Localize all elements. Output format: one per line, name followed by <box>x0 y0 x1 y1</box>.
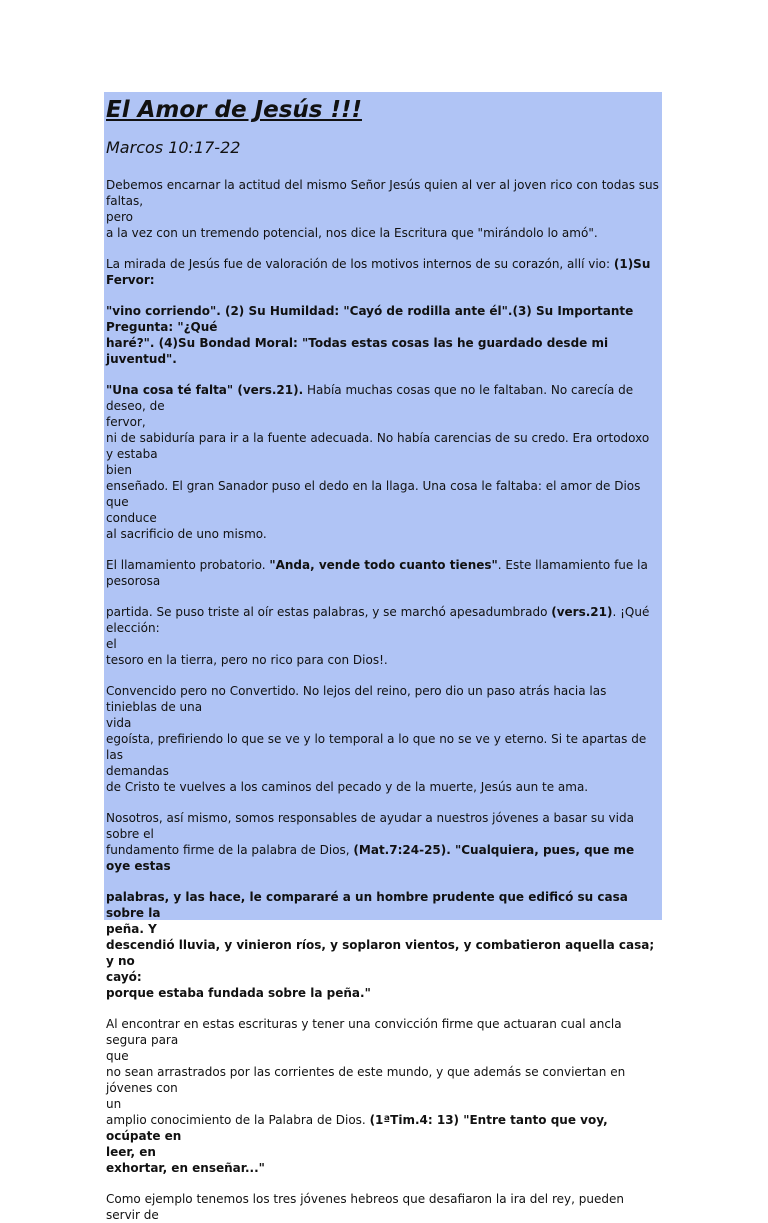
p3-bold-quote: "Una cosa té falta" (vers.21). <box>106 383 304 397</box>
p5-line-3: egoísta, prefiriendo lo que se ve y lo temporal a lo que no se ve y eterno. Si te apartas de las <box>106 732 647 762</box>
p2-bold-line-4: haré?". (4)Su Bondad Moral: "Todas estas cosas las he guardado desde mi juventud". <box>106 336 609 366</box>
p2-bold-fervor: (1)Su Fervor: <box>106 257 651 287</box>
p7-text: amplio conocimiento de la Palabra de Dios. <box>106 1113 370 1127</box>
p6-text: fundamento firme de la palabra de Dios, <box>106 843 354 857</box>
p7-line-3: no sean arrastrados por las corrientes de este mundo, y que además se conviertan en jóvenes con <box>106 1065 626 1095</box>
p2-bold-line-3: Pregunta: "¿Qué <box>106 320 218 334</box>
p3-line-1 <box>106 382 660 414</box>
scripture-reference: Marcos 10:17-22 <box>106 138 241 157</box>
p4-line-2 <box>106 604 660 636</box>
p7-line-1: Al encontrar en estas escrituras y tener una convicción firme que actuaran cual ancla segura para <box>106 1017 622 1047</box>
p6-bold-ref: (Mat.7:24-25). "Cualquiera, pues, que me oye estas <box>106 843 635 873</box>
p5-line-4: demandas <box>106 764 169 778</box>
p4-line-1 <box>106 557 660 589</box>
paragraph-2 <box>106 256 660 367</box>
p6-bold-line-3: palabras, y las hace, le compararé a un hombre prudente que edificó su casa sobre la <box>106 890 628 920</box>
p8-line-1: Como ejemplo tenemos los tres jóvenes hebreos que desafiaron la ira del rey, pueden servir de <box>106 1192 624 1222</box>
p7-line-4: un <box>106 1097 122 1111</box>
paragraph-8 <box>106 1191 660 1223</box>
p3-line-4: bien <box>106 463 132 477</box>
p6-bold-line-4: peña. Y <box>106 922 157 936</box>
p5-line-5: de Cristo te vuelves a los caminos del pecado y de la muerte, Jesús aun te ama. <box>106 780 589 794</box>
p7-bold-line-7: exhortar, en enseñar..." <box>106 1161 265 1175</box>
p1-line-2: pero <box>106 210 134 224</box>
p4-text-3: partida. Se puso triste al oír estas palabras, y se marchó apesadumbrado <box>106 605 552 619</box>
paragraph-3 <box>106 382 660 542</box>
paragraph-5 <box>106 683 660 795</box>
p3-line-3: ni de sabiduría para ir a la fuente adecuada. No había carencias de su credo. Era ortodoxo y estaba <box>106 431 650 461</box>
p4-text-4: . ¡Qué elección: <box>106 605 650 635</box>
p7-line-2: que <box>106 1049 129 1063</box>
paragraph-4 <box>106 557 660 668</box>
paragraph-7 <box>106 1016 660 1176</box>
p4-bold-ref: (vers.21) <box>551 605 613 619</box>
p3-line-6: conduce <box>106 511 157 525</box>
p5-line-2: vida <box>106 716 132 730</box>
p6-bold-line-6: cayó: <box>106 970 142 984</box>
p6-line-1: Nosotros, así mismo, somos responsables de ayudar a nuestros jóvenes a basar su vida sobre el <box>106 811 634 841</box>
p3-line-7: al sacrificio de uno mismo. <box>106 527 267 541</box>
p3-text: Había muchas cosas que no le faltaban. No carecía de deseo, de <box>106 383 634 413</box>
document-page <box>104 92 662 1222</box>
p2-line-1 <box>106 256 660 288</box>
p4-text-2: . Este llamamiento fue la pesorosa <box>106 558 648 588</box>
p2-text: La mirada de Jesús fue de valoración de los motivos internos de su corazón, allí vio: <box>106 257 614 271</box>
p1-line-1: Debemos encarnar la actitud del mismo Señor Jesús quien al ver al joven rico con todas sus faltas, <box>106 178 659 208</box>
p7-line-5 <box>106 1112 660 1144</box>
p4-line-3: el <box>106 637 117 651</box>
page-title: El Amor de Jesús !!! <box>106 97 362 123</box>
p7-bold-line-6: leer, en <box>106 1145 156 1159</box>
p7-bold-ref: (1ªTim.4: 13) "Entre tanto que voy, ocúpate en <box>106 1113 608 1143</box>
p4-line-4: tesoro en la tierra, pero no rico para con Dios!. <box>106 653 388 667</box>
p6-bold-line-5: descendió lluvia, y vinieron ríos, y soplaron vientos, y combatieron aquella casa; y no <box>106 938 655 968</box>
p3-line-5: enseñado. El gran Sanador puso el dedo en la llaga. Una cosa le faltaba: el amor de Dios que <box>106 479 641 509</box>
p2-bold-line-2: "vino corriendo". (2) Su Humildad: "Cayó de rodilla ante él".(3) Su Importante <box>106 304 634 318</box>
p4-bold-quote: "Anda, vende todo cuanto tienes" <box>269 558 498 572</box>
p6-bold-line-7: porque estaba fundada sobre la peña." <box>106 986 371 1000</box>
p5-line-1: Convencido pero no Convertido. No lejos del reino, pero dio un paso atrás hacia las tinieblas de una <box>106 684 607 714</box>
p1-line-3: a la vez con un tremendo potencial, nos dice la Escritura que "mirándolo lo amó". <box>106 226 598 240</box>
p3-line-2: fervor, <box>106 415 146 429</box>
paragraph-6 <box>106 810 660 1001</box>
p6-line-2 <box>106 842 660 874</box>
paragraph-1 <box>106 177 660 241</box>
p4-text-1: El llamamiento probatorio. <box>106 558 270 572</box>
